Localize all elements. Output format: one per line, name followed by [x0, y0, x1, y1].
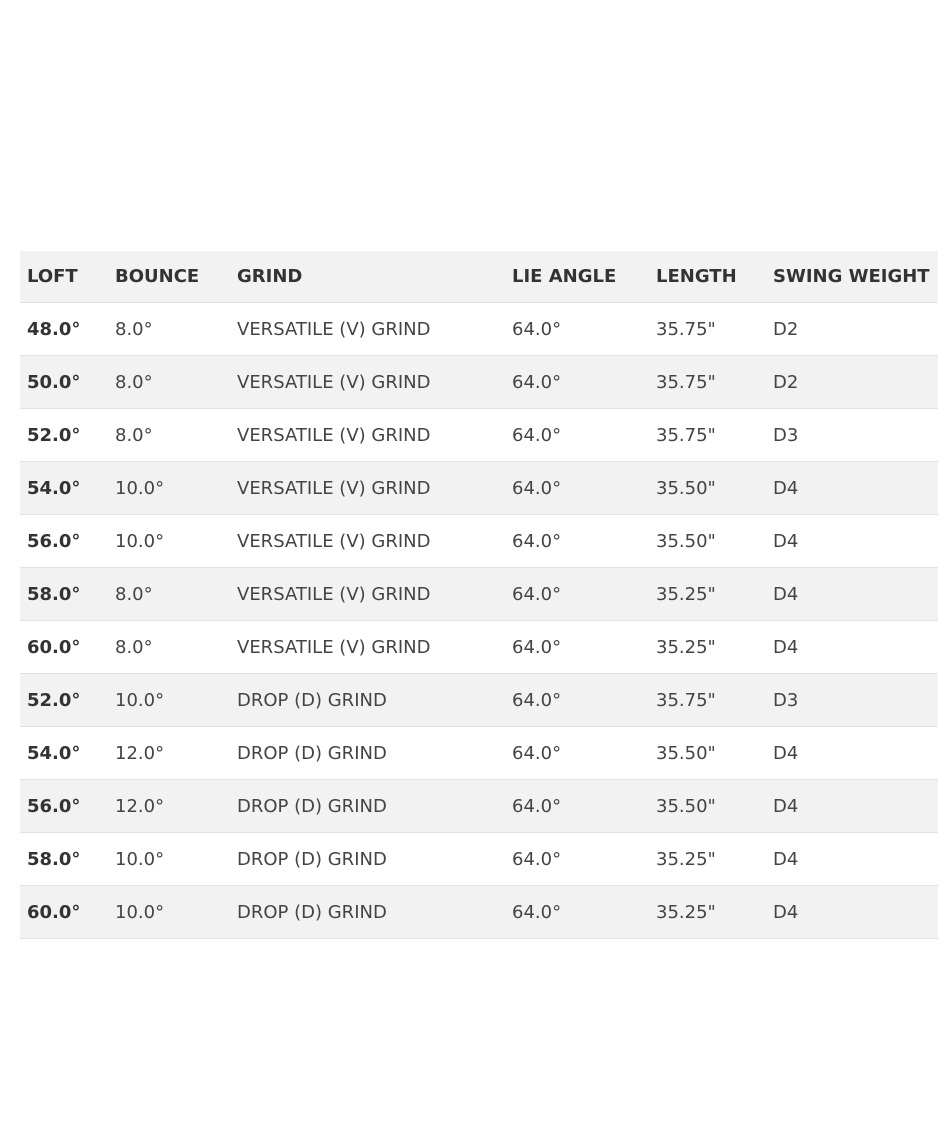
- cell-grind: VERSATILE (V) GRIND: [230, 303, 505, 356]
- cell-swing-weight: D4: [766, 886, 938, 939]
- cell-grind: VERSATILE (V) GRIND: [230, 621, 505, 674]
- cell-length: 35.50": [649, 515, 766, 568]
- table-row: [20, 621, 938, 674]
- cell-bounce: 10.0°: [108, 462, 230, 515]
- cell-loft: 56.0°: [20, 780, 108, 833]
- cell-grind: DROP (D) GRIND: [230, 886, 505, 939]
- cell-grind: DROP (D) GRIND: [230, 833, 505, 886]
- header-length: LENGTH: [649, 251, 766, 303]
- header-bounce: BOUNCE: [108, 251, 230, 303]
- cell-lie-angle: 64.0°: [505, 727, 649, 780]
- header-lie-angle: LIE ANGLE: [505, 251, 649, 303]
- cell-swing-weight: D2: [766, 356, 938, 409]
- cell-lie-angle: 64.0°: [505, 515, 649, 568]
- cell-loft: 54.0°: [20, 727, 108, 780]
- cell-length: 35.25": [649, 886, 766, 939]
- cell-length: 35.75": [649, 356, 766, 409]
- cell-bounce: 12.0°: [108, 727, 230, 780]
- table-row: [20, 886, 938, 939]
- cell-bounce: 10.0°: [108, 674, 230, 727]
- cell-grind: DROP (D) GRIND: [230, 780, 505, 833]
- cell-swing-weight: D2: [766, 303, 938, 356]
- cell-swing-weight: D4: [766, 462, 938, 515]
- cell-swing-weight: D4: [766, 621, 938, 674]
- cell-grind: VERSATILE (V) GRIND: [230, 568, 505, 621]
- cell-bounce: 8.0°: [108, 621, 230, 674]
- cell-lie-angle: 64.0°: [505, 462, 649, 515]
- cell-swing-weight: D3: [766, 674, 938, 727]
- cell-loft: 60.0°: [20, 886, 108, 939]
- table-row: [20, 568, 938, 621]
- cell-grind: VERSATILE (V) GRIND: [230, 356, 505, 409]
- cell-length: 35.75": [649, 674, 766, 727]
- cell-loft: 52.0°: [20, 674, 108, 727]
- cell-swing-weight: D4: [766, 727, 938, 780]
- cell-swing-weight: D4: [766, 568, 938, 621]
- cell-bounce: 10.0°: [108, 886, 230, 939]
- cell-swing-weight: D4: [766, 833, 938, 886]
- cell-lie-angle: 64.0°: [505, 674, 649, 727]
- cell-bounce: 8.0°: [108, 356, 230, 409]
- cell-length: 35.25": [649, 621, 766, 674]
- cell-bounce: 8.0°: [108, 303, 230, 356]
- table-row: [20, 303, 938, 356]
- table-row: [20, 674, 938, 727]
- cell-lie-angle: 64.0°: [505, 780, 649, 833]
- table-row: [20, 462, 938, 515]
- cell-loft: 52.0°: [20, 409, 108, 462]
- cell-lie-angle: 64.0°: [505, 409, 649, 462]
- cell-length: 35.25": [649, 833, 766, 886]
- table-row: [20, 356, 938, 409]
- cell-bounce: 8.0°: [108, 568, 230, 621]
- cell-grind: VERSATILE (V) GRIND: [230, 515, 505, 568]
- cell-length: 35.75": [649, 409, 766, 462]
- header-swing-weight: SWING WEIGHT: [766, 251, 938, 303]
- header-grind: GRIND: [230, 251, 505, 303]
- cell-bounce: 10.0°: [108, 833, 230, 886]
- cell-swing-weight: D4: [766, 515, 938, 568]
- cell-grind: VERSATILE (V) GRIND: [230, 462, 505, 515]
- cell-bounce: 8.0°: [108, 409, 230, 462]
- specs-table: [20, 251, 938, 939]
- table-row: [20, 409, 938, 462]
- cell-length: 35.25": [649, 568, 766, 621]
- cell-lie-angle: 64.0°: [505, 568, 649, 621]
- table-row: [20, 833, 938, 886]
- cell-loft: 58.0°: [20, 833, 108, 886]
- cell-loft: 58.0°: [20, 568, 108, 621]
- cell-length: 35.50": [649, 462, 766, 515]
- table-row: [20, 780, 938, 833]
- cell-lie-angle: 64.0°: [505, 886, 649, 939]
- cell-lie-angle: 64.0°: [505, 833, 649, 886]
- cell-lie-angle: 64.0°: [505, 303, 649, 356]
- table-row: [20, 515, 938, 568]
- cell-grind: DROP (D) GRIND: [230, 674, 505, 727]
- cell-grind: VERSATILE (V) GRIND: [230, 409, 505, 462]
- cell-lie-angle: 64.0°: [505, 621, 649, 674]
- cell-bounce: 10.0°: [108, 515, 230, 568]
- cell-bounce: 12.0°: [108, 780, 230, 833]
- cell-length: 35.50": [649, 780, 766, 833]
- table-row: [20, 727, 938, 780]
- cell-loft: 56.0°: [20, 515, 108, 568]
- cell-length: 35.50": [649, 727, 766, 780]
- cell-lie-angle: 64.0°: [505, 356, 649, 409]
- cell-loft: 54.0°: [20, 462, 108, 515]
- header-loft: LOFT: [20, 251, 108, 303]
- cell-swing-weight: D3: [766, 409, 938, 462]
- table-header-row: [20, 251, 938, 303]
- cell-grind: DROP (D) GRIND: [230, 727, 505, 780]
- cell-length: 35.75": [649, 303, 766, 356]
- cell-loft: 50.0°: [20, 356, 108, 409]
- cell-swing-weight: D4: [766, 780, 938, 833]
- cell-loft: 60.0°: [20, 621, 108, 674]
- cell-loft: 48.0°: [20, 303, 108, 356]
